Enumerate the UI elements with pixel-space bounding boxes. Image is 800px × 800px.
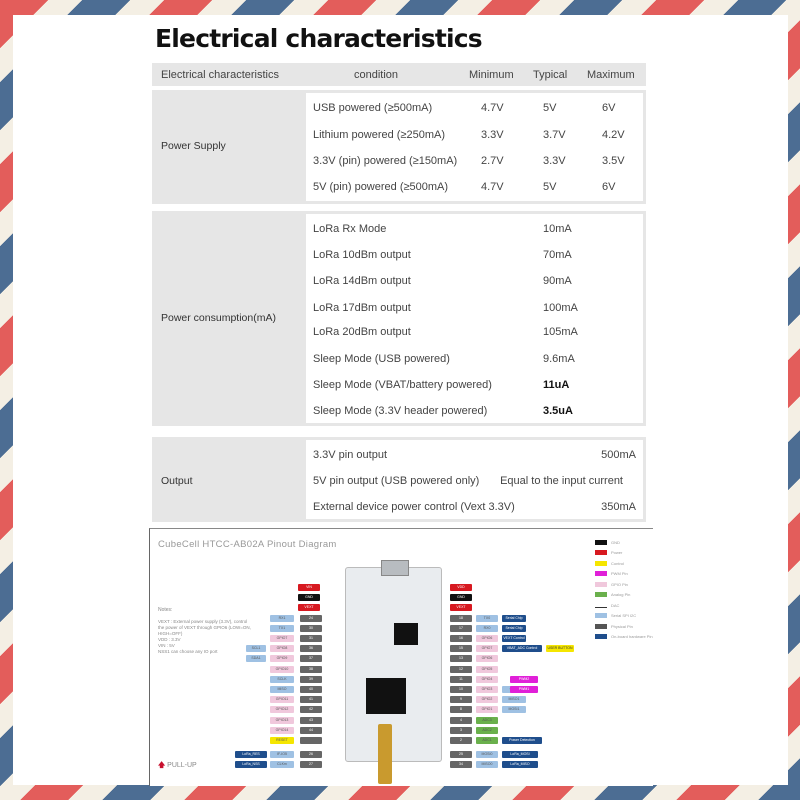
pinout-diagram [149,528,653,786]
pin-label: GPIO10 [270,666,294,673]
pin-label: GPIO11 [270,696,294,703]
legend-label: Control [611,560,624,566]
legend-label: Power [611,550,623,556]
group-power-supply [152,90,646,204]
cell-typ: 5V [543,102,557,114]
pin-label: 12 [450,666,472,673]
pin-label: 8 [450,706,472,713]
header-condition: condition [354,69,399,81]
group-label: Power consumption(mA) [161,312,276,324]
cell-min: 4.7V [481,102,504,114]
table-row [306,300,643,320]
table-row [306,179,643,199]
legend-swatch [595,592,607,597]
pin-label: 37 [300,655,322,662]
pin-label: 24 [300,615,322,622]
pin-label: 39 [300,676,322,683]
pin-label: 15 [450,645,472,652]
pin-label: 44 [300,727,322,734]
cell-condition: LoRa 17dBm output [313,302,411,314]
table-row [306,351,643,371]
legend-label: Serial SPI I2C [611,613,637,619]
cell-condition: External device power control (Vext 3.3V) [313,501,515,513]
legend-swatch [595,634,607,639]
cell-max: 3.5V [602,155,625,167]
usb-port-icon [381,560,409,576]
cell-condition: 3.3V pin output [313,449,388,461]
pin-label: SCL1 [246,645,266,652]
table-row [306,273,643,293]
arrow-up-icon: 🡅 [158,762,166,769]
pin-label: 42 [300,706,322,713]
cell-condition: USB powered (≥500mA) [313,102,433,114]
pin-label: GPIO9 [270,655,294,662]
cell-condition: LoRa 14dBm output [313,275,411,287]
legend-label: Analog Pin [611,592,631,598]
header-typical: Typical [533,69,568,81]
cell-condition: 5V (pin) powered (≥500mA) [313,181,449,193]
legend-item [595,621,653,632]
pin-label: SCLK [270,676,294,683]
cell-condition: LoRa 10dBm output [313,249,411,261]
pin-label: GPIO13 [270,717,294,724]
legend-item [595,600,653,611]
legend-swatch [595,582,607,587]
legend-swatch [595,540,607,545]
note-item: VEXT : External power supply (3.3V), control the power of VEXT through GPIO6 (LOW=ON, HIGH=OFF) [158,619,251,636]
legend-swatch [595,550,607,555]
cell-condition: Sleep Mode (3.3V header powered) [313,405,488,417]
pin-label: LoRa_MISO [502,761,538,768]
pin-label: MISO0 [476,761,498,768]
pin-label: ADC2 [476,727,498,734]
pin-label: 18 [450,615,472,622]
pin-label: ADC1 [476,737,498,744]
cell-value: 350mA [601,501,636,513]
cell-min: 2.7V [481,155,504,167]
diagram-title: CubeCell HTCC-AB02A Pinout Diagram [158,539,337,550]
group-power-consumption [152,211,646,426]
pin-label: 25 [450,751,472,758]
pin-label: GPIO5 [476,666,498,673]
cell-typ: 90mA [543,275,572,287]
legend-label: On-board hardware Pin [611,634,653,640]
cell-value: 500mA [601,449,636,461]
header-characteristic: Electrical characteristics [161,69,279,81]
pin-label: GPIO6 [476,655,498,662]
pin-label: PWM1 [510,686,538,693]
cell-typ: 9.6mA [543,353,575,365]
note-item: VDD : 3.3V [158,637,181,642]
cell-condition: Sleep Mode (VBAT/battery powered) [313,379,492,391]
note-item: NSS1 can choose any IO port [158,649,218,654]
pin-label: CLKm [270,761,294,768]
legend-item [595,632,653,643]
legend-label: GPIO Pin [611,581,628,587]
cell-condition: 5V pin output (USB powered only) [313,475,480,487]
pin-label: GPIO4 [476,676,498,683]
pin-label: GPIO3 [476,686,498,693]
header-maximum: Maximum [587,69,635,81]
table-row [306,221,643,241]
pin-label: SDA1 [246,655,266,662]
cell-typ: 3.5uA [543,405,573,417]
pin-label: TX0 [476,615,498,622]
table-row [306,247,643,267]
legend-item [595,611,653,622]
cell-min: 3.3V [481,129,504,141]
notes-heading: Notes: [158,607,173,613]
diagram-notes [158,607,253,655]
group-label: Power Supply [161,140,226,152]
legend-item [595,558,653,569]
pin-label: 34 [450,761,472,768]
cell-typ: 3.7V [543,129,566,141]
pin-label: GND [450,594,472,601]
pin-label: RX1 [270,615,294,622]
pin-label: 26 [300,751,322,758]
legend-swatch [595,561,607,566]
cell-typ: 70mA [543,249,572,261]
pin-label: 10 [450,686,472,693]
table-row [306,403,643,423]
cell-condition: LoRa 20dBm output [313,326,411,338]
pin-label: GPIO8 [270,645,294,652]
note-item: VIN : 5V [158,643,175,648]
legend-swatch [595,603,607,608]
pin-label: 36 [300,645,322,652]
cell-condition: Sleep Mode (USB powered) [313,353,450,365]
pin-label: 13 [450,655,472,662]
legend-item [595,590,653,601]
cell-typ: 11uA [543,379,570,391]
pin-label: GPIO1 [476,706,498,713]
pin-label: VEXT [298,604,320,611]
pin-label: 43 [300,717,322,724]
pin-label: MISO [270,686,294,693]
pin-label: 17 [450,625,472,632]
legend-item [595,579,653,590]
pin-label: GPIO7 [270,635,294,642]
table-row [306,100,643,120]
legend-label: DAC [611,602,620,608]
pin-label: VDD [450,584,472,591]
cell-condition: LoRa Rx Mode [313,223,387,235]
pin-label: GPIO14 [270,727,294,734]
table-row [306,324,643,344]
table-row [306,473,643,493]
pin-label: GND [298,594,320,601]
pin-label: 9 [450,696,472,703]
pin-label: LoRa_RES [235,751,267,758]
pin-label: Power Detection [502,737,542,744]
cell-condition: 3.3V (pin) powered (≥150mA) [313,155,458,167]
pin-label: 2 [450,737,472,744]
pin-label: PWM2 [510,676,538,683]
pin-label [300,737,322,744]
pin-label: VEXT Control [503,636,525,640]
group-rows [306,214,643,423]
pin-label: 16 [450,635,472,642]
cell-max: 6V [602,102,616,114]
pin-label: 40 [300,686,322,693]
cell-max: 6V [602,181,616,193]
cell-typ: 100mA [543,302,578,314]
table-row [306,377,643,397]
pin-label: 30 [300,625,322,632]
page-title: Electrical characteristics [155,24,482,53]
pullup-legend [158,761,197,772]
pin-label: RESET [270,737,294,744]
table-row [306,499,643,519]
group-label: Output [161,475,193,487]
pin-label: GPIO7 [476,645,498,652]
pin-label: MOSI0 [476,751,498,758]
pin-label: USER BUTTON [547,646,573,651]
table-row [306,153,643,173]
pin-label: GPIO6 [476,635,498,642]
chip-icon [366,678,406,714]
legend-item [595,537,653,548]
legend-label: GND [611,539,620,545]
pin-label: 27 [300,761,322,768]
header-minimum: Minimum [469,69,514,81]
cell-typ: 5V [543,181,557,193]
pin-label: IF-IO5 [270,751,294,758]
table-row [306,447,643,467]
pin-label: GPIO12 [270,706,294,713]
pin-label: MISO1 [502,696,526,703]
board-image [345,567,442,762]
legend-item [595,569,653,580]
pin-label: VBAT_ADC Control [502,645,542,652]
cell-typ: 3.3V [543,155,566,167]
cell-value: Equal to the input current [500,475,623,487]
pin-label: 38 [300,666,322,673]
pin-label: VEXT [450,604,472,611]
legend-swatch [595,613,607,618]
diagram-legend [595,537,653,642]
pin-label: VIN [298,584,320,591]
pin-label: 31 [300,635,322,642]
pin-label: TX1 [270,625,294,632]
legend-swatch [595,571,607,576]
cell-condition: Lithium powered (≥250mA) [313,129,445,141]
cell-typ: 10mA [543,223,572,235]
pin-label: MOSI1 [502,706,526,713]
chip-icon [394,623,418,645]
pin-label: Serial Chip [502,615,526,622]
legend-swatch [595,624,607,629]
legend-item [595,548,653,559]
table-row [306,127,643,147]
table-header [152,63,646,86]
cell-typ: 105mA [543,326,578,338]
group-rows [306,93,643,201]
pin-label: 41 [300,696,322,703]
group-output [152,437,646,522]
group-rows [306,440,643,519]
pin-label: 4 [450,717,472,724]
cell-max: 4.2V [602,129,625,141]
pin-label: LoRa_MOSI [502,751,538,758]
pin-label: GPIO2 [476,696,498,703]
pullup-label: PULL-UP [167,762,197,769]
cell-min: 4.7V [481,181,504,193]
legend-label: PWM Pin [611,571,628,577]
legend-label: Physical Pin [611,623,633,629]
pin-label: Serial Chip [502,625,526,632]
pin-label: 11 [450,676,472,683]
pin-label: ADC3 [476,717,498,724]
pin-label: RX0 [476,625,498,632]
pin-label: 3 [450,727,472,734]
pin-label: LoRa_NSS [235,761,267,768]
antenna-icon [378,724,392,784]
